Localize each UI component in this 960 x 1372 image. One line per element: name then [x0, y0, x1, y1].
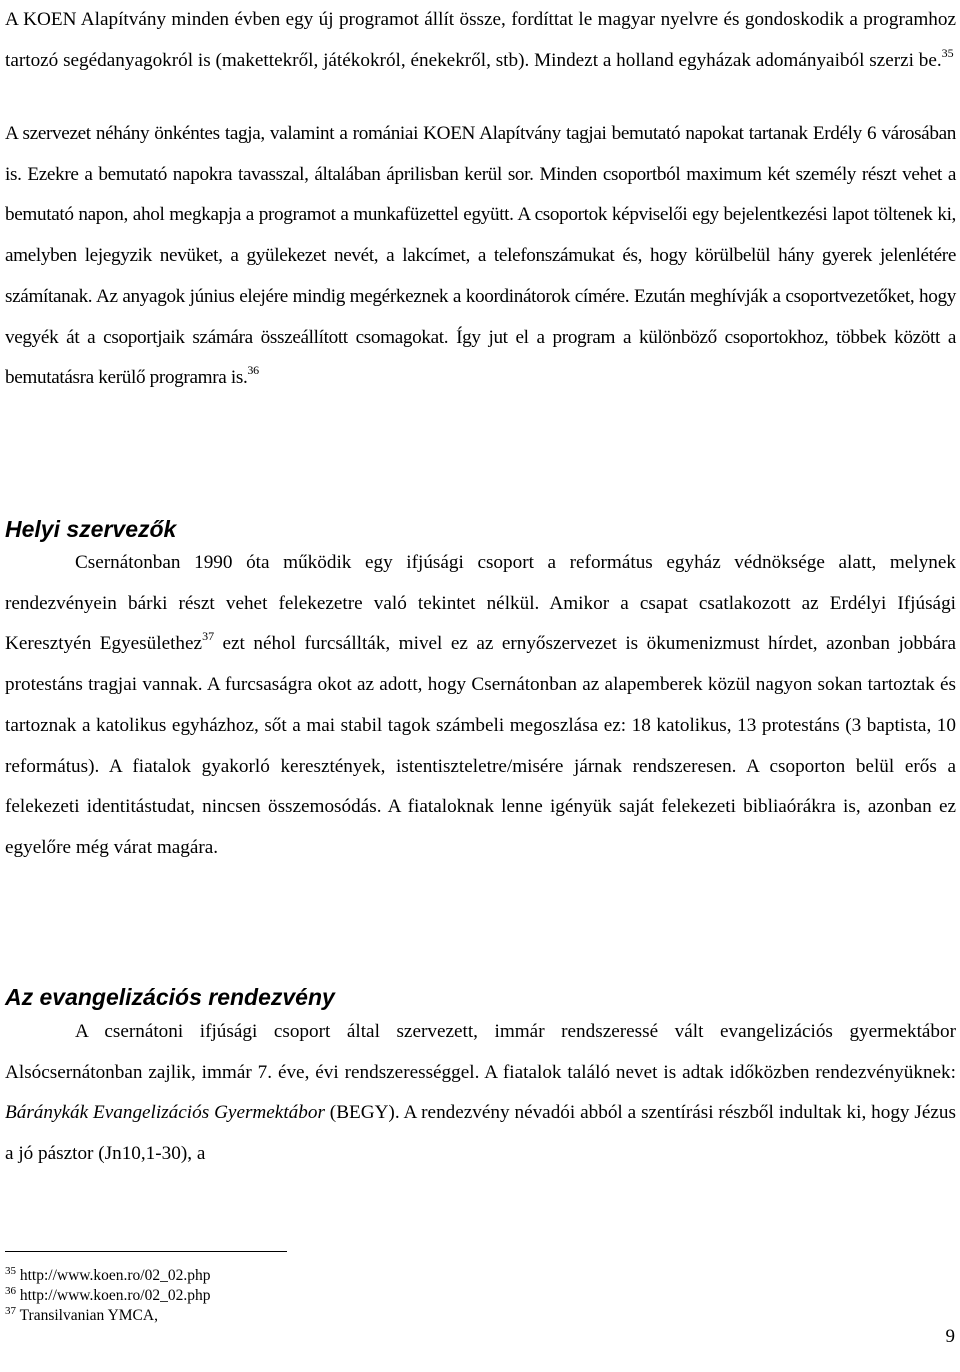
footnote-37	[5, 1306, 210, 1326]
section-2-text-part-2: (BEGY). A rendezvény névadói abból a szentírási részből indultak ki, hogy Jézus a jó pásztor (Jn10,1-30), a	[5, 1102, 956, 1165]
intro-paragraph-2	[5, 114, 956, 399]
footnote-text: Transilvanian YMCA,	[19, 1307, 158, 1324]
camp-name-italic: Báránykák Evangelizációs Gyermektábor	[5, 1102, 325, 1124]
footnote-number: 35	[5, 1265, 16, 1277]
intro-paragraph-2-text: A szervezet néhány önkéntes tagja, valamint a romániai KOEN Alapítvány tagjai bemutató napokat tartanak Erdély 6 városában is. Ezekre a bemutató napokra tavasszal, általában áprilisban kerül sor. Minden csoportból maximum két személy részt vehet a bemutató napon, ahol megkapja a programot a munkafüzettel együtt.	[5, 123, 956, 226]
section-1-paragraph	[5, 543, 956, 869]
footnotes	[5, 1266, 210, 1326]
footnote-ref-36[interactable]: 36	[247, 363, 259, 378]
footnote-ref-35[interactable]: 35	[941, 45, 954, 60]
footnote-number: 36	[5, 1285, 16, 1297]
section-heading-evangelizacios-rendezveny: Az evangelizációs rendezvény	[5, 984, 335, 1010]
section-1-text-part-1: Csernátonban 1990 óta működik egy ifjúsági csoport a református egyház védnöksége alatt, melynek rendezvényein bárki részt vehet felekezetre való tekintet nélkül. Amikor a csapat csatlakozott az Erdélyi Ifjúsági Keresztyén Egyesülethez	[5, 552, 956, 655]
section-2-paragraph	[5, 1012, 956, 1175]
footnote-ref-37[interactable]: 37	[202, 629, 215, 644]
footnote-link[interactable]: http://www.koen.ro/02_02.php	[19, 1287, 211, 1304]
intro-paragraph-1-text: A KOEN Alapítvány minden évben egy új programot állít össze, fordíttat le magyar nyelvre és gondoskodik a programhoz tartozó segédanyagokról is (makettekről, játékokról, énekekről, stb). Mindezt a holland egyházak adományaiból szerzi be.	[5, 9, 956, 71]
intro-paragraph-2-continuation: A csoportok képviselői egy bejelentkezési lapot töltenek ki, amelyben lejegyzik nevüket, a gyülekezet nevét, a lakcímet, a telefonszámukat és, hogy körülbelül hány gyerek jelenlétére számítanak. Az anyagok június elejére mindig megérkeznek a koordinátorok címére. Ezután meghívják a csoportvezetőket, hogy vegyék át a csoportjaik számára összeállított csomagokat. Így jut el a program a különböző csoportokhoz, többek között a bemutatásra kerülő programra is.	[5, 204, 957, 389]
footnote-number: 37	[5, 1305, 16, 1317]
section-1-text-part-2: ezt néhol furcsállták, mivel ez az ernyőszervezet is ökumenizmust hírdet, azonban jobbára protestáns tragjai vannak. A furcsaságra okot az adott, hogy Csernátonban az alapemberek közül nagyon sokan tartoztak és tartoznak a katolikus egyházhoz, sőt a mai stabil tagok számbeli megoszlása ez: 18 katolikus, 13 protestáns (3 baptista, 10 református). A fiatalok gyakorló keresztények, istentiszteletre/misére járnak rendszeresen. A csoporton belül erős a felekezeti identitástudat, nincsen összemosódás. A fiataloknak lenne igényük saját felekezeti bibliaórákra is, azonban ez egyelőre még várat magára.	[5, 633, 956, 858]
section-heading-helyi-szervezok: Helyi szervezők	[5, 516, 177, 542]
section-2-text-part-1: A csernátoni ifjúsági csoport által szervezett, immár rendszeressé vált evangelizációs gyermektábor Alsócsernátonban zajlik, immár 7. éve, évi rendszerességgel. A fiatalok találó nevet is adtak időközben rendezvényüknek:	[5, 1021, 956, 1083]
footnote-separator	[5, 1251, 287, 1252]
footnote-link[interactable]: http://www.koen.ro/02_02.php	[19, 1267, 211, 1284]
footnote-35	[5, 1266, 210, 1286]
intro-paragraph-1	[5, 0, 956, 81]
page-number: 9	[945, 1326, 955, 1347]
footnote-36	[5, 1286, 210, 1306]
